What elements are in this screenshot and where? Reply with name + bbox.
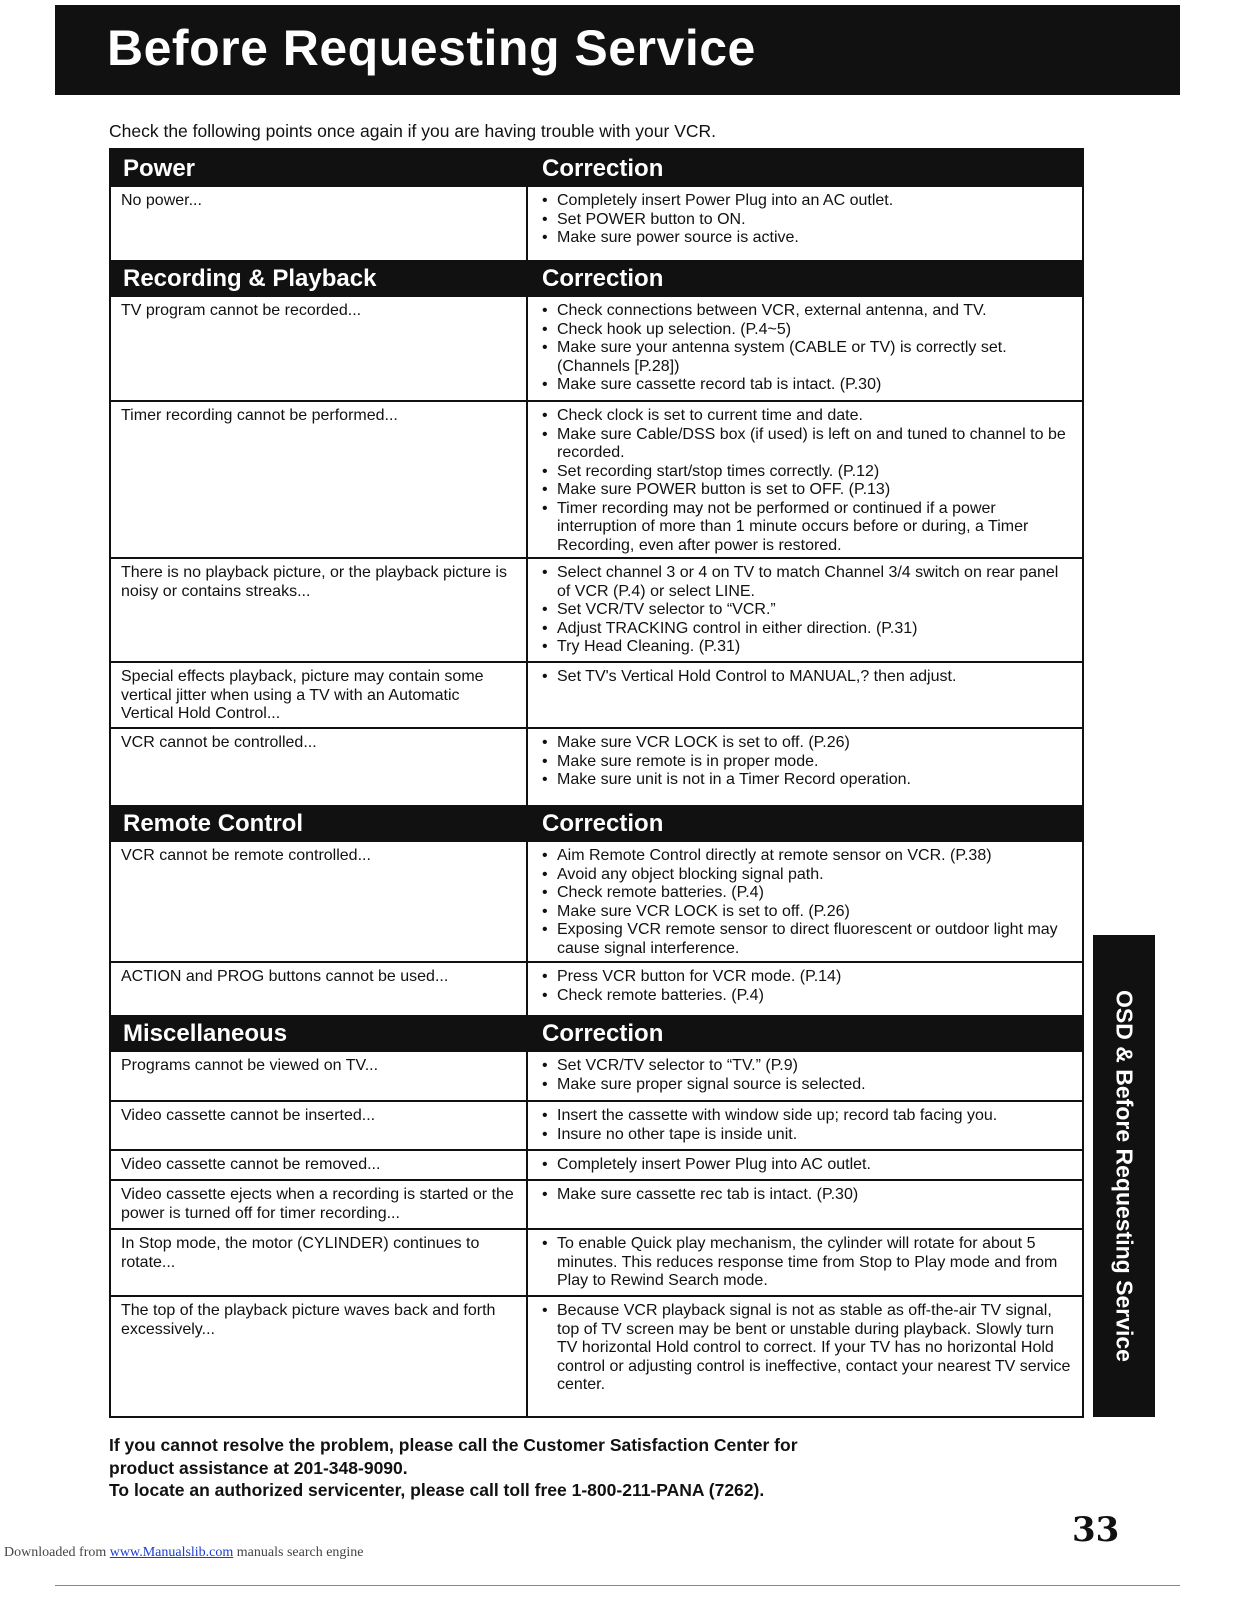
- correction-item: • Make sure cassette rec tab is intact. (P.30): [540, 1186, 1074, 1205]
- correction-item: • Completely insert Power Plug into AC outlet.: [540, 1156, 1074, 1175]
- correction-item: • To enable Quick play mechanism, the cylinder will rotate for about 5 minutes. This reduces response time from Stop to Play mode and from Play to Rewind Search mode.: [540, 1235, 1074, 1291]
- table-row: [111, 842, 1082, 961]
- correction-item: • Completely insert Power Plug into an AC outlet.: [540, 192, 1074, 211]
- correction-cell: [528, 1102, 1082, 1149]
- correction-item: • Adjust TRACKING control in either direction. (P.31): [540, 620, 1074, 639]
- correction-item: • Make sure your antenna system (CABLE or TV) is correctly set. (Channels [P.28]): [540, 339, 1074, 376]
- correction-title: Correction: [542, 264, 664, 292]
- correction-title: Correction: [542, 809, 664, 837]
- manualslib-link[interactable]: www.Manualslib.com: [109, 1545, 234, 1560]
- problem-cell: In Stop mode, the motor (CYLINDER) continues to rotate...: [111, 1230, 528, 1295]
- table-row: [111, 1100, 1082, 1149]
- correction-title: Correction: [542, 154, 664, 182]
- section-header: [111, 805, 1082, 842]
- correction-cell: [528, 963, 1082, 1015]
- correction-item: • Insure no other tape is inside unit.: [540, 1126, 1074, 1145]
- correction-title: Correction: [542, 1019, 664, 1047]
- page-title: Before Requesting Service: [107, 20, 756, 76]
- correction-item: • Set TV's Vertical Hold Control to MANUAL,? then adjust.: [540, 668, 1074, 687]
- correction-cell: [528, 402, 1082, 557]
- section-title: Miscellaneous: [123, 1019, 288, 1047]
- table-row: [111, 297, 1082, 400]
- correction-cell: [528, 1230, 1082, 1295]
- intro-text: Check the following points once again if you are having trouble with your VCR.: [109, 121, 717, 141]
- correction-item: • Set POWER button to ON.: [540, 211, 1074, 230]
- correction-cell: [528, 559, 1082, 661]
- footer-line-2: product assistance at 201-348-9090.: [109, 1457, 408, 1478]
- table-row: [111, 727, 1082, 805]
- problem-cell: Video cassette ejects when a recording is started or the power is turned off for timer recording...: [111, 1181, 528, 1228]
- problem-cell: VCR cannot be controlled...: [111, 729, 528, 805]
- footer-note: [109, 1434, 798, 1502]
- correction-item: • Timer recording may not be performed or continued if a power interruption of more than 1 minute occurs before or during, a Timer Recording, even after power is restored.: [540, 500, 1074, 556]
- section-title: Recording & Playback: [123, 264, 377, 292]
- problem-cell: The top of the playback picture waves back and forth excessively...: [111, 1297, 528, 1416]
- section-header: [111, 260, 1082, 297]
- problem-cell: Programs cannot be viewed on TV...: [111, 1052, 528, 1100]
- section-header: [111, 150, 1082, 187]
- correction-item: • Make sure power source is active.: [540, 229, 1074, 248]
- problem-cell: Special effects playback, picture may contain some vertical jitter when using a TV with an Automatic Vertical Hold Control...: [111, 663, 528, 727]
- correction-item: • Make sure POWER button is set to OFF. (P.13): [540, 481, 1074, 500]
- correction-cell: [528, 842, 1082, 961]
- correction-item: • Press VCR button for VCR mode. (P.14): [540, 968, 1074, 987]
- table-row: [111, 400, 1082, 557]
- page-number: 33: [1072, 1510, 1120, 1550]
- table-row: [111, 1052, 1082, 1100]
- correction-item: • Make sure Cable/DSS box (if used) is left on and tuned to channel to be recorded.: [540, 426, 1074, 463]
- correction-item: • Insert the cassette with window side up; record tab facing you.: [540, 1107, 1074, 1126]
- table-row: [111, 1228, 1082, 1295]
- correction-item: • Set VCR/TV selector to “TV.” (P.9): [540, 1057, 1074, 1076]
- title-bar: [55, 5, 1180, 95]
- correction-item: • Make sure remote is in proper mode.: [540, 753, 1074, 772]
- correction-item: • Exposing VCR remote sensor to direct fluorescent or outdoor light may cause signal interference.: [540, 921, 1074, 958]
- table-row: [111, 961, 1082, 1015]
- problem-cell: No power...: [111, 187, 528, 260]
- problem-cell: VCR cannot be remote controlled...: [111, 842, 528, 961]
- correction-item: • Check connections between VCR, external antenna, and TV.: [540, 302, 1074, 321]
- correction-cell: [528, 729, 1082, 805]
- correction-item: • Because VCR playback signal is not as stable as off-the-air TV signal, top of TV screen may be bent or unstable during playback. Slowly turn TV horizontal Hold control to correct. If your TV has no horizontal Hold control or adjusting control is ineffective, contact your nearest TV service center.: [540, 1302, 1074, 1395]
- correction-item: • Make sure VCR LOCK is set to off. (P.26): [540, 903, 1074, 922]
- correction-item: • Make sure unit is not in a Timer Record operation.: [540, 771, 1074, 790]
- problem-cell: ACTION and PROG buttons cannot be used...: [111, 963, 528, 1015]
- side-tab-label: OSD & Before Requesting Service: [1111, 990, 1138, 1362]
- correction-item: • Select channel 3 or 4 on TV to match Channel 3/4 switch on rear panel of VCR (P.4) or select LINE.: [540, 564, 1074, 601]
- footer-line-1: If you cannot resolve the problem, please call the Customer Satisfaction Center for: [109, 1435, 798, 1455]
- problem-cell: Video cassette cannot be inserted...: [111, 1102, 528, 1149]
- problem-cell: TV program cannot be recorded...: [111, 297, 528, 400]
- correction-item: • Check remote batteries. (P.4): [540, 987, 1074, 1006]
- correction-cell: [528, 1052, 1082, 1100]
- correction-cell: [528, 187, 1082, 260]
- correction-cell: [528, 663, 1082, 727]
- correction-cell: [528, 297, 1082, 400]
- correction-item: • Set VCR/TV selector to “VCR.”: [540, 601, 1074, 620]
- table-row: [111, 1149, 1082, 1179]
- correction-cell: [528, 1151, 1082, 1179]
- table-row: [111, 557, 1082, 661]
- correction-item: • Check remote batteries. (P.4): [540, 884, 1074, 903]
- section-title: Power: [123, 154, 196, 182]
- correction-item: • Avoid any object blocking signal path.: [540, 866, 1074, 885]
- problem-cell: Timer recording cannot be performed...: [111, 402, 528, 557]
- correction-cell: [528, 1181, 1082, 1228]
- section-header: [111, 1015, 1082, 1052]
- correction-item: • Make sure proper signal source is selected.: [540, 1076, 1074, 1095]
- problem-cell: Video cassette cannot be removed...: [111, 1151, 528, 1179]
- correction-item: • Check hook up selection. (P.4~5): [540, 321, 1074, 340]
- correction-item: • Check clock is set to current time and date.: [540, 407, 1074, 426]
- download-prefix: Downloaded from: [4, 1545, 110, 1560]
- bottom-divider: [55, 1585, 1180, 1586]
- section-title: Remote Control: [123, 809, 303, 837]
- problem-cell: There is no playback picture, or the playback picture is noisy or contains streaks...: [111, 559, 528, 661]
- footer-line-3: To locate an authorized servicenter, please call toll free 1-800-211-PANA (7262).: [109, 1480, 765, 1500]
- correction-item: • Try Head Cleaning. (P.31): [540, 638, 1074, 657]
- troubleshooting-table: [109, 148, 1084, 1418]
- table-row: [111, 661, 1082, 727]
- table-row: [111, 187, 1082, 260]
- download-note: [4, 1545, 364, 1561]
- table-row: [111, 1295, 1082, 1416]
- side-tab: [1093, 935, 1155, 1417]
- correction-item: • Make sure VCR LOCK is set to off. (P.26): [540, 734, 1074, 753]
- correction-item: • Aim Remote Control directly at remote sensor on VCR. (P.38): [540, 847, 1074, 866]
- correction-cell: [528, 1297, 1082, 1416]
- download-suffix: manuals search engine: [233, 1545, 364, 1560]
- correction-item: • Set recording start/stop times correctly. (P.12): [540, 463, 1074, 482]
- correction-item: • Make sure cassette record tab is intact. (P.30): [540, 376, 1074, 395]
- table-row: [111, 1179, 1082, 1228]
